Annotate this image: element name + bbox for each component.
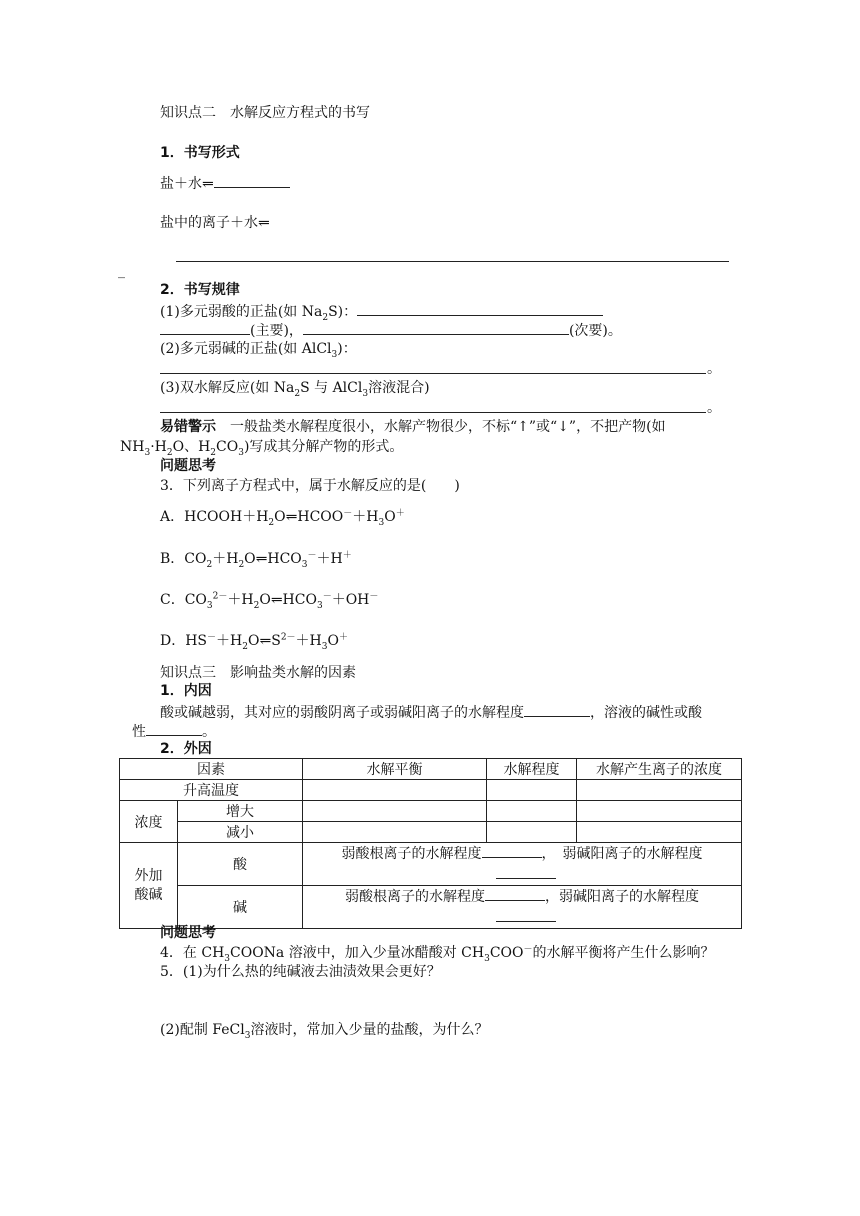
external-cause-heading: 2．外因: [160, 741, 212, 757]
rule-polyprotic-acid: (1)多元弱酸的正盐(如 $Na_2S$)：: [160, 301, 603, 321]
section-three-title: 知识点三 影响盐类水解的因素: [160, 665, 356, 681]
row-label: 升高温度: [120, 780, 303, 801]
row-label: 浓度: [120, 801, 178, 843]
answer-cell[interactable]: [303, 780, 487, 801]
question-thinking-heading: 问题思考: [160, 458, 216, 474]
answer-cell[interactable]: [487, 780, 577, 801]
blank[interactable]: [524, 702, 590, 717]
table-row: [120, 801, 742, 822]
trailing-mark: _: [118, 263, 125, 279]
rule-polyacid-base: (2)多元弱碱的正盐(如 AlCl$_3$)：: [160, 341, 357, 360]
warning-note: 易错警示 一般盐类水解程度很小，水解产物很少，不标“↑”或“↓”，不把产物(如: [160, 419, 666, 435]
row-label: 增大: [178, 801, 303, 822]
internal-cause-text: 酸或碱越弱，其对应的弱酸阴离子或弱碱阳离子的水解程度 ，溶液的碱性或酸: [160, 702, 702, 722]
blank[interactable]: [146, 721, 202, 736]
blank[interactable]: [214, 173, 290, 188]
option-a[interactable]: A．$HCOOH+H_2O⥫HCOO^-+H_3O^+$: [160, 508, 405, 528]
blank[interactable]: [482, 843, 542, 858]
blank[interactable]: [496, 907, 556, 922]
table-header: 因素: [120, 759, 303, 780]
table-header: 水解程度: [487, 759, 577, 780]
table-header: 水解平衡: [303, 759, 487, 780]
answer-cell[interactable]: [303, 822, 487, 843]
rule-double-hydrolysis: (3)双水解反应(如 $Na_2S$ 与 AlCl$_3$溶液混合): [160, 380, 430, 399]
answer-cell[interactable]: [577, 801, 742, 822]
table-header: 水解产生离子的浓度: [577, 759, 742, 780]
writing-form-heading: 1．书写形式: [160, 145, 240, 161]
answer-cell[interactable]: [487, 822, 577, 843]
question-3: 3．下列离子方程式中，属于水解反应的是( ): [160, 478, 460, 494]
section-two-title: 知识点二 水解反应方程式的书写: [160, 105, 370, 121]
table-row: [120, 843, 742, 886]
row-label: 外加 酸碱: [120, 843, 178, 929]
acid-effect-cell: 弱酸根离子的水解程度 ， 弱碱阳离子的水解程度: [303, 843, 742, 886]
row-label: 减小: [178, 822, 303, 843]
period: 。: [707, 361, 721, 377]
option-c[interactable]: C．$CO_3^{2-}+H_2O⥫HCO_3^-+OH^-$: [160, 591, 379, 611]
answer-line[interactable]: [160, 412, 706, 413]
table-row: [120, 822, 742, 843]
table-row: [120, 886, 742, 929]
blank[interactable]: [357, 301, 603, 316]
answer-line[interactable]: [176, 261, 729, 262]
writing-rules-heading: 2．书写规律: [160, 282, 240, 298]
internal-cause-heading: 1．内因: [160, 683, 212, 699]
blank[interactable]: [485, 886, 545, 901]
form-salt-water: 盐＋水⥫: [160, 173, 290, 193]
question-thinking-heading-2: 问题思考: [160, 925, 216, 941]
answer-line[interactable]: [160, 373, 706, 374]
row-label: 碱: [178, 886, 303, 929]
answer-cell[interactable]: [303, 801, 487, 822]
warning-note-cont: $NH_3\cdot H_2O$、$H_2CO_3$)写成其分解产物的形式。: [120, 439, 404, 458]
option-b[interactable]: B．$CO_2+H_2O⥫HCO_3^-+H^+$: [160, 550, 352, 570]
factors-table: [119, 758, 742, 929]
question-4: 4．在 $CH_3COONa$ 溶液中，加入少量冰醋酸对 $CH_3COO^-$的水解平衡将产生什么影响？: [160, 944, 715, 964]
equilibrium-arrow: ⥫: [258, 215, 270, 231]
rule-polyprotic-acid-cont: (主要)， (次要)。: [160, 320, 622, 340]
option-d[interactable]: D．$HS^-+H_2O⥫S^{2-}+H_3O^+$: [160, 632, 348, 652]
table-row: [120, 780, 742, 801]
question-5-part-2: (2)配制 FeCl$_3$溶液时，常加入少量的盐酸，为什么？: [160, 1022, 489, 1041]
blank[interactable]: [160, 320, 250, 335]
table-header-row: [120, 759, 742, 780]
answer-cell[interactable]: [487, 801, 577, 822]
blank[interactable]: [496, 864, 556, 879]
period: 。: [707, 400, 721, 416]
base-effect-cell: 弱酸根离子的水解程度 ，弱碱阳离子的水解程度: [303, 886, 742, 929]
answer-cell[interactable]: [577, 822, 742, 843]
question-5: 5．(1)为什么热的纯碱液去油渍效果会更好？: [160, 964, 441, 980]
internal-cause-text-cont: 性 。: [132, 721, 216, 741]
form-ion-water: 盐中的离子＋水⥫: [160, 215, 270, 231]
blank[interactable]: [303, 320, 569, 335]
row-label: 酸: [178, 843, 303, 886]
equilibrium-arrow: ⥫: [202, 176, 214, 192]
answer-cell[interactable]: [577, 780, 742, 801]
